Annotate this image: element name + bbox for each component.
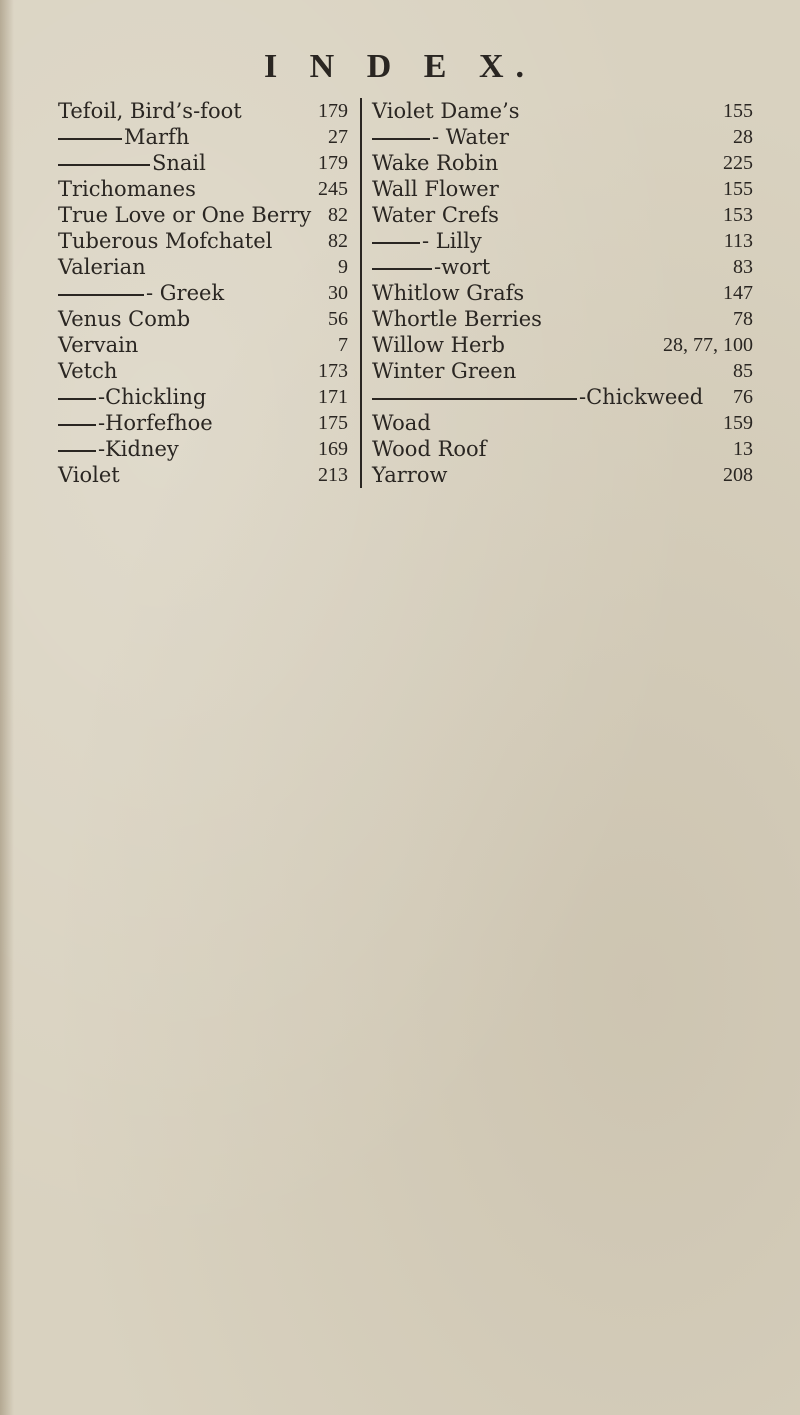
entry-name: - Lilly bbox=[372, 228, 482, 254]
column-rule bbox=[360, 124, 362, 150]
ditto-dash bbox=[58, 450, 96, 452]
page-number: 159 bbox=[723, 412, 753, 434]
ditto-dash bbox=[58, 164, 150, 166]
page-number: 78 bbox=[733, 308, 753, 330]
right-entry-1 bbox=[308, 124, 753, 150]
page-number: 7 bbox=[338, 334, 348, 356]
column-rule bbox=[360, 202, 362, 228]
page-number: 171 bbox=[318, 386, 348, 408]
right-entry-3 bbox=[308, 176, 753, 202]
right-entry-12 bbox=[308, 410, 753, 436]
column-rule bbox=[360, 176, 362, 202]
ditto-dash bbox=[372, 398, 577, 400]
left-entry-4: True Love or One Berry bbox=[58, 203, 312, 227]
left-entry-5: Tuberous Mofchatel bbox=[58, 229, 273, 253]
column-rule bbox=[360, 280, 362, 306]
entry-name: Wood Roof bbox=[372, 437, 487, 461]
entry-name: Water Crefs bbox=[372, 203, 499, 227]
page-number: 155 bbox=[723, 178, 753, 200]
left-entry-12: -Horfefhoe bbox=[58, 410, 384, 436]
right-entry-8 bbox=[308, 306, 753, 332]
right-entry-7 bbox=[308, 280, 753, 306]
column-rule bbox=[360, 228, 362, 254]
page-number: 173 bbox=[318, 360, 348, 382]
right-entry-11 bbox=[308, 384, 753, 410]
left-entry-1: Marfh bbox=[58, 124, 384, 150]
page-number: 82 bbox=[328, 204, 348, 226]
entry-name: Willow Herb bbox=[372, 333, 505, 357]
left-entry-10: Vetch bbox=[58, 359, 118, 383]
left-entry-11: -Chickling bbox=[58, 384, 384, 410]
column-rule bbox=[360, 98, 362, 124]
entry-name: - Water bbox=[372, 124, 509, 150]
column-rule bbox=[360, 436, 362, 462]
right-entry-10 bbox=[308, 358, 753, 384]
column-rule bbox=[360, 254, 362, 280]
column-rule bbox=[360, 306, 362, 332]
right-entry-9 bbox=[308, 332, 753, 358]
ditto-dash bbox=[372, 138, 430, 140]
column-rule bbox=[360, 332, 362, 358]
column-rule bbox=[360, 150, 362, 176]
left-entry-3: Trichomanes bbox=[58, 177, 196, 201]
entry-name: -wort bbox=[372, 254, 490, 280]
left-entry-13: -Kidney bbox=[58, 436, 384, 462]
entry-name: Whitlow Grafs bbox=[372, 281, 525, 305]
page-edge-shadow bbox=[0, 0, 14, 1415]
ditto-dash bbox=[58, 398, 96, 400]
page-number: 28 bbox=[733, 126, 753, 148]
column-rule bbox=[360, 358, 362, 384]
page-number: 27 bbox=[328, 126, 348, 148]
column-rule bbox=[360, 462, 362, 488]
left-entry-9: Vervain bbox=[58, 333, 139, 357]
right-entry-13 bbox=[308, 436, 753, 462]
page-number: 179 bbox=[318, 100, 348, 122]
page-number: 208 bbox=[723, 464, 753, 486]
right-entry-0 bbox=[308, 98, 753, 124]
left-entry-2: Snail bbox=[58, 150, 384, 176]
page-number: 30 bbox=[328, 282, 348, 304]
page-number: 83 bbox=[733, 256, 753, 278]
right-column bbox=[308, 98, 753, 488]
entry-name: Woad bbox=[372, 411, 431, 435]
ditto-dash bbox=[58, 424, 96, 426]
left-entry-8: Venus Comb bbox=[58, 307, 191, 331]
entry-name: Whortle Berries bbox=[372, 307, 542, 331]
ditto-dash bbox=[58, 138, 122, 140]
column-rule bbox=[360, 384, 362, 410]
page-number: 56 bbox=[328, 308, 348, 330]
index-heading: I N D E X. bbox=[263, 48, 537, 85]
left-entry-7: - Greek bbox=[58, 280, 384, 306]
page-number: 155 bbox=[723, 100, 753, 122]
left-entry-0: Tefoil, Bird’s-foot bbox=[58, 99, 242, 123]
page-number: 147 bbox=[723, 282, 753, 304]
right-entry-5 bbox=[308, 228, 753, 254]
page-number: 225 bbox=[723, 152, 753, 174]
page-number: 9 bbox=[338, 256, 348, 278]
entry-name: Wall Flower bbox=[372, 177, 499, 201]
page-number: 76 bbox=[733, 386, 753, 408]
page-number: 13 bbox=[733, 438, 753, 460]
left-entry-6: Valerian bbox=[58, 255, 146, 279]
page-number: 175 bbox=[318, 412, 348, 434]
column-rule bbox=[360, 410, 362, 436]
left-entry-14: Violet bbox=[58, 463, 120, 487]
page-number: 85 bbox=[733, 360, 753, 382]
entry-name: Violet Dame’s bbox=[372, 99, 520, 123]
right-entry-4 bbox=[308, 202, 753, 228]
entry-name: Yarrow bbox=[372, 463, 448, 487]
page-number: 213 bbox=[318, 464, 348, 486]
page-number: 169 bbox=[318, 438, 348, 460]
entry-name: Wake Robin bbox=[372, 151, 499, 175]
page-number: 28, 77, 100 bbox=[663, 334, 753, 356]
page-number: 113 bbox=[723, 230, 753, 252]
right-entry-14 bbox=[308, 462, 753, 488]
ditto-dash bbox=[372, 242, 420, 244]
entry-name: -Chickweed bbox=[372, 384, 703, 410]
page-number: 179 bbox=[318, 152, 348, 174]
right-entry-6 bbox=[308, 254, 753, 280]
ditto-dash bbox=[58, 294, 144, 296]
entry-name: Winter Green bbox=[372, 359, 517, 383]
page-number: 245 bbox=[318, 178, 348, 200]
ditto-dash bbox=[372, 268, 432, 270]
right-entry-2 bbox=[308, 150, 753, 176]
page-number: 82 bbox=[328, 230, 348, 252]
page-number: 153 bbox=[723, 204, 753, 226]
